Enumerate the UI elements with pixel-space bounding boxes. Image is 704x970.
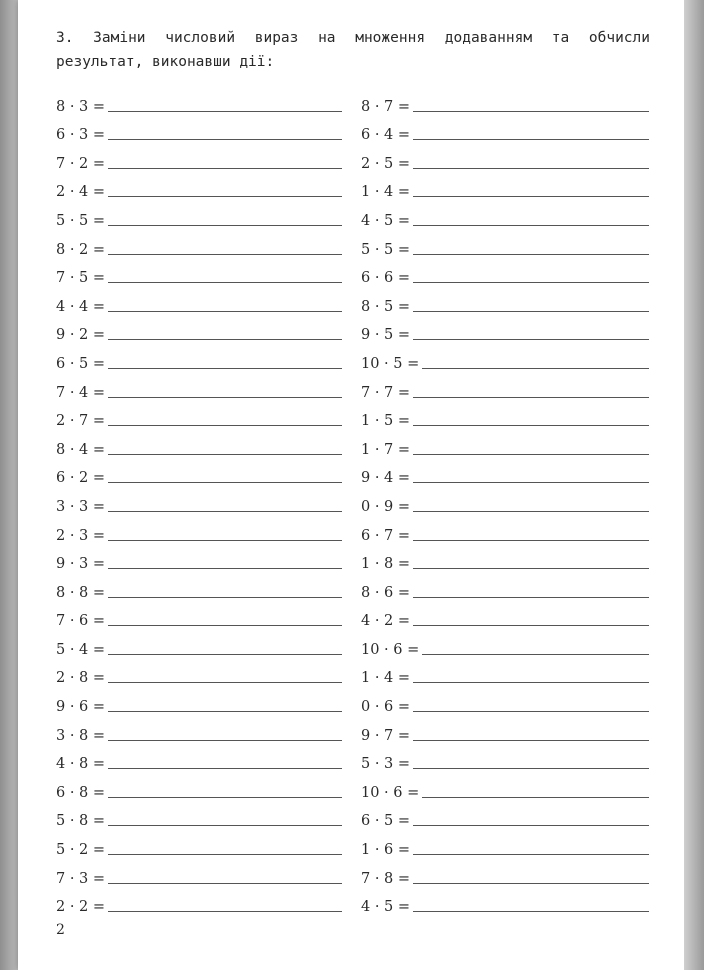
answer-line[interactable] (413, 568, 649, 569)
right-exercise-row (361, 546, 649, 575)
right-exercise-row (361, 688, 649, 717)
right-exercise-row (361, 717, 649, 746)
answer-line[interactable] (108, 139, 342, 140)
answer-line[interactable] (413, 254, 649, 255)
right-exercise-row (361, 488, 649, 517)
multiplication-expression: 3 · 8 = (56, 727, 106, 744)
right-exercise-row (361, 603, 649, 632)
left-exercise-row (56, 660, 342, 689)
multiplication-expression: 9 · 3 = (56, 556, 106, 573)
multiplication-expression: 8 · 2 = (56, 241, 106, 258)
multiplication-expression: 7 · 2 = (56, 155, 106, 172)
multiplication-expression: 10 · 6 = (361, 641, 420, 658)
answer-line[interactable] (413, 139, 649, 140)
multiplication-expression: 4 · 2 = (361, 613, 411, 630)
left-exercise-row (56, 317, 342, 346)
answer-line[interactable] (108, 883, 342, 884)
answer-line[interactable] (413, 482, 649, 483)
worksheet-page (18, 0, 684, 970)
answer-line[interactable] (413, 854, 649, 855)
left-exercise-row (56, 460, 342, 489)
answer-line[interactable] (413, 168, 649, 169)
right-exercise-row (361, 574, 649, 603)
answer-line[interactable] (108, 311, 342, 312)
left-exercise-row (56, 517, 342, 546)
right-exercise-column (361, 88, 649, 917)
answer-line[interactable] (108, 168, 342, 169)
multiplication-expression: 5 · 4 = (56, 641, 106, 658)
answer-line[interactable] (413, 825, 649, 826)
answer-line[interactable] (108, 768, 342, 769)
answer-line[interactable] (108, 425, 342, 426)
multiplication-expression: 6 · 5 = (56, 355, 106, 372)
left-exercise-row (56, 345, 342, 374)
right-exercise-row (361, 288, 649, 317)
multiplication-expression: 6 · 2 = (56, 470, 106, 487)
answer-line[interactable] (108, 196, 342, 197)
right-exercise-row (361, 831, 649, 860)
page-number: 2 (56, 922, 65, 938)
right-exercise-row (361, 631, 649, 660)
left-exercise-row (56, 145, 342, 174)
answer-line[interactable] (108, 825, 342, 826)
multiplication-expression: 6 · 8 = (56, 784, 106, 801)
right-exercise-row (361, 803, 649, 832)
answer-line[interactable] (108, 797, 342, 798)
answer-line[interactable] (422, 797, 649, 798)
right-exercise-row (361, 117, 649, 146)
answer-line[interactable] (413, 597, 649, 598)
answer-line[interactable] (413, 454, 649, 455)
multiplication-expression: 7 · 7 = (361, 384, 411, 401)
multiplication-expression: 1 · 6 = (361, 842, 411, 859)
left-exercise-row (56, 717, 342, 746)
multiplication-expression: 7 · 6 = (56, 613, 106, 630)
right-exercise-row (361, 746, 649, 775)
multiplication-expression: 2 · 7 = (56, 413, 106, 430)
answer-line[interactable] (108, 111, 342, 112)
answer-line[interactable] (413, 282, 649, 283)
left-exercise-column (56, 88, 342, 917)
left-exercise-row (56, 688, 342, 717)
right-exercise-row (361, 174, 649, 203)
left-exercise-row (56, 488, 342, 517)
answer-line[interactable] (108, 740, 342, 741)
answer-line[interactable] (108, 654, 342, 655)
right-exercise-row (361, 345, 649, 374)
right-exercise-row (361, 88, 649, 117)
multiplication-expression: 6 · 6 = (361, 270, 411, 287)
answer-line[interactable] (108, 254, 342, 255)
left-exercise-row (56, 88, 342, 117)
left-exercise-row (56, 631, 342, 660)
task-instruction: 3. Заміни числовий вираз на множення додаванням та обчисли результат, виконавши дії: (56, 30, 650, 70)
answer-line[interactable] (108, 454, 342, 455)
answer-line[interactable] (108, 540, 342, 541)
multiplication-expression: 6 · 5 = (361, 813, 411, 830)
multiplication-expression: 6 · 4 = (361, 127, 411, 144)
left-exercise-row (56, 431, 342, 460)
answer-line[interactable] (422, 654, 649, 655)
multiplication-expression: 0 · 6 = (361, 699, 411, 716)
multiplication-expression: 1 · 8 = (361, 556, 411, 573)
multiplication-expression: 4 · 4 = (56, 298, 106, 315)
multiplication-expression: 7 · 3 = (56, 870, 106, 887)
answer-line[interactable] (413, 740, 649, 741)
right-exercise-row (361, 403, 649, 432)
multiplication-expression: 8 · 8 = (56, 584, 106, 601)
multiplication-expression: 10 · 6 = (361, 784, 420, 801)
answer-line[interactable] (108, 911, 342, 912)
multiplication-expression: 1 · 4 = (361, 670, 411, 687)
multiplication-expression: 3 · 3 = (56, 498, 106, 515)
left-exercise-row (56, 260, 342, 289)
left-exercise-row (56, 231, 342, 260)
answer-line[interactable] (108, 854, 342, 855)
answer-line[interactable] (413, 311, 649, 312)
answer-line[interactable] (413, 511, 649, 512)
multiplication-expression: 1 · 4 = (361, 184, 411, 201)
left-exercise-row (56, 546, 342, 575)
multiplication-expression: 8 · 3 = (56, 98, 106, 115)
answer-line[interactable] (413, 425, 649, 426)
answer-line[interactable] (413, 711, 649, 712)
multiplication-expression: 0 · 9 = (361, 498, 411, 515)
answer-line[interactable] (413, 397, 649, 398)
left-exercise-row (56, 746, 342, 775)
answer-line[interactable] (422, 368, 649, 369)
answer-line[interactable] (108, 568, 342, 569)
page-left-shadow (0, 0, 18, 970)
left-exercise-row (56, 603, 342, 632)
multiplication-expression: 2 · 2 = (56, 899, 106, 916)
multiplication-expression: 4 · 5 = (361, 899, 411, 916)
multiplication-expression: 8 · 7 = (361, 98, 411, 115)
answer-line[interactable] (413, 768, 649, 769)
left-exercise-row (56, 774, 342, 803)
multiplication-expression: 10 · 5 = (361, 355, 420, 372)
multiplication-expression: 7 · 4 = (56, 384, 106, 401)
multiplication-expression: 5 · 5 = (361, 241, 411, 258)
left-exercise-row (56, 202, 342, 231)
left-exercise-row (56, 174, 342, 203)
right-exercise-row (361, 460, 649, 489)
right-exercise-row (361, 145, 649, 174)
multiplication-expression: 9 · 6 = (56, 699, 106, 716)
multiplication-expression: 9 · 4 = (361, 470, 411, 487)
multiplication-expression: 9 · 5 = (361, 327, 411, 344)
right-exercise-row (361, 202, 649, 231)
multiplication-expression: 1 · 5 = (361, 413, 411, 430)
left-exercise-row (56, 574, 342, 603)
answer-line[interactable] (413, 540, 649, 541)
answer-line[interactable] (108, 368, 342, 369)
multiplication-expression: 5 · 5 = (56, 212, 106, 229)
left-exercise-row (56, 403, 342, 432)
left-exercise-row (56, 288, 342, 317)
right-exercise-row (361, 231, 649, 260)
answer-line[interactable] (108, 397, 342, 398)
multiplication-expression: 5 · 2 = (56, 842, 106, 859)
answer-line[interactable] (108, 625, 342, 626)
multiplication-expression: 7 · 5 = (56, 270, 106, 287)
left-exercise-row (56, 803, 342, 832)
right-exercise-row (361, 660, 649, 689)
multiplication-expression: 2 · 4 = (56, 184, 106, 201)
multiplication-expression: 1 · 7 = (361, 441, 411, 458)
multiplication-expression: 8 · 5 = (361, 298, 411, 315)
right-exercise-row (361, 374, 649, 403)
multiplication-expression: 2 · 8 = (56, 670, 106, 687)
answer-line[interactable] (413, 196, 649, 197)
left-exercise-row (56, 860, 342, 889)
multiplication-expression: 4 · 5 = (361, 212, 411, 229)
multiplication-expression: 7 · 8 = (361, 870, 411, 887)
answer-line[interactable] (413, 225, 649, 226)
answer-line[interactable] (108, 482, 342, 483)
answer-line[interactable] (108, 511, 342, 512)
right-exercise-row (361, 860, 649, 889)
answer-line[interactable] (413, 111, 649, 112)
answer-line[interactable] (413, 625, 649, 626)
answer-line[interactable] (413, 682, 649, 683)
right-exercise-row (361, 889, 649, 918)
right-exercise-row (361, 774, 649, 803)
multiplication-expression: 4 · 8 = (56, 756, 106, 773)
answer-line[interactable] (108, 339, 342, 340)
multiplication-expression: 8 · 6 = (361, 584, 411, 601)
answer-line[interactable] (108, 597, 342, 598)
left-exercise-row (56, 117, 342, 146)
multiplication-expression: 8 · 4 = (56, 441, 106, 458)
answer-line[interactable] (108, 282, 342, 283)
answer-line[interactable] (108, 682, 342, 683)
answer-line[interactable] (413, 911, 649, 912)
multiplication-expression: 6 · 3 = (56, 127, 106, 144)
multiplication-expression: 6 · 7 = (361, 527, 411, 544)
left-exercise-row (56, 831, 342, 860)
answer-line[interactable] (413, 883, 649, 884)
multiplication-expression: 9 · 2 = (56, 327, 106, 344)
answer-line[interactable] (413, 339, 649, 340)
right-exercise-row (361, 260, 649, 289)
multiplication-expression: 9 · 7 = (361, 727, 411, 744)
page-right-shadow (684, 0, 704, 970)
left-exercise-row (56, 374, 342, 403)
left-exercise-row (56, 889, 342, 918)
answer-line[interactable] (108, 225, 342, 226)
multiplication-expression: 2 · 5 = (361, 155, 411, 172)
multiplication-expression: 5 · 3 = (361, 756, 411, 773)
right-exercise-row (361, 431, 649, 460)
right-exercise-row (361, 517, 649, 546)
answer-line[interactable] (108, 711, 342, 712)
multiplication-expression: 2 · 3 = (56, 527, 106, 544)
right-exercise-row (361, 317, 649, 346)
multiplication-expression: 5 · 8 = (56, 813, 106, 830)
